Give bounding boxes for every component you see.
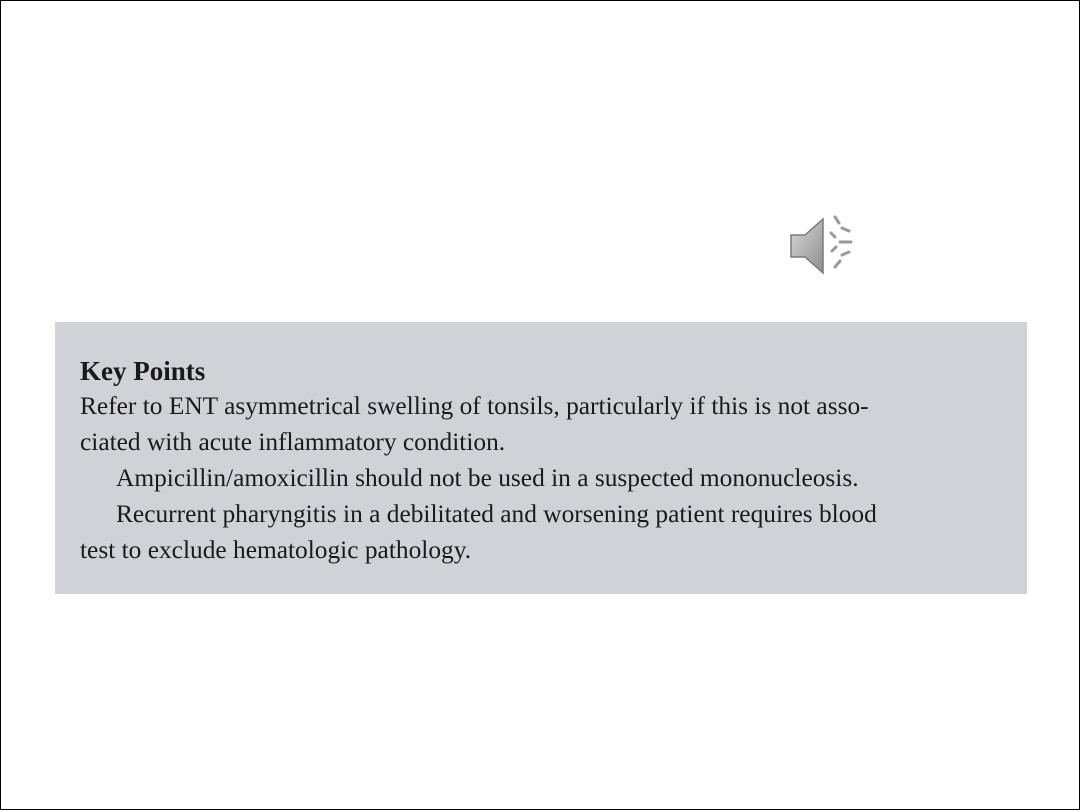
- key-point-2: Ampicillin/amoxicillin should not be used in a suspected mononucleosis.: [116, 464, 859, 492]
- key-point-1-line-2: ciated with acute inflammatory condition.: [80, 428, 506, 456]
- key-points-box: [55, 322, 1027, 594]
- key-points-title: Key Points: [80, 356, 206, 386]
- key-point-3: [80, 496, 999, 568]
- slide: [1, 1, 1079, 809]
- key-point-1: [80, 388, 999, 460]
- speaker-icon[interactable]: [785, 211, 861, 283]
- key-point-3-line-1: Recurrent pharyngitis in a debilitated and worsening patient requires blood: [116, 500, 877, 528]
- key-point-3-line-2: test to exclude hematologic pathology.: [80, 536, 472, 564]
- key-point-1-line-1: Refer to ENT asymmetrical swelling of tonsils, particularly if this is not asso-: [80, 392, 869, 420]
